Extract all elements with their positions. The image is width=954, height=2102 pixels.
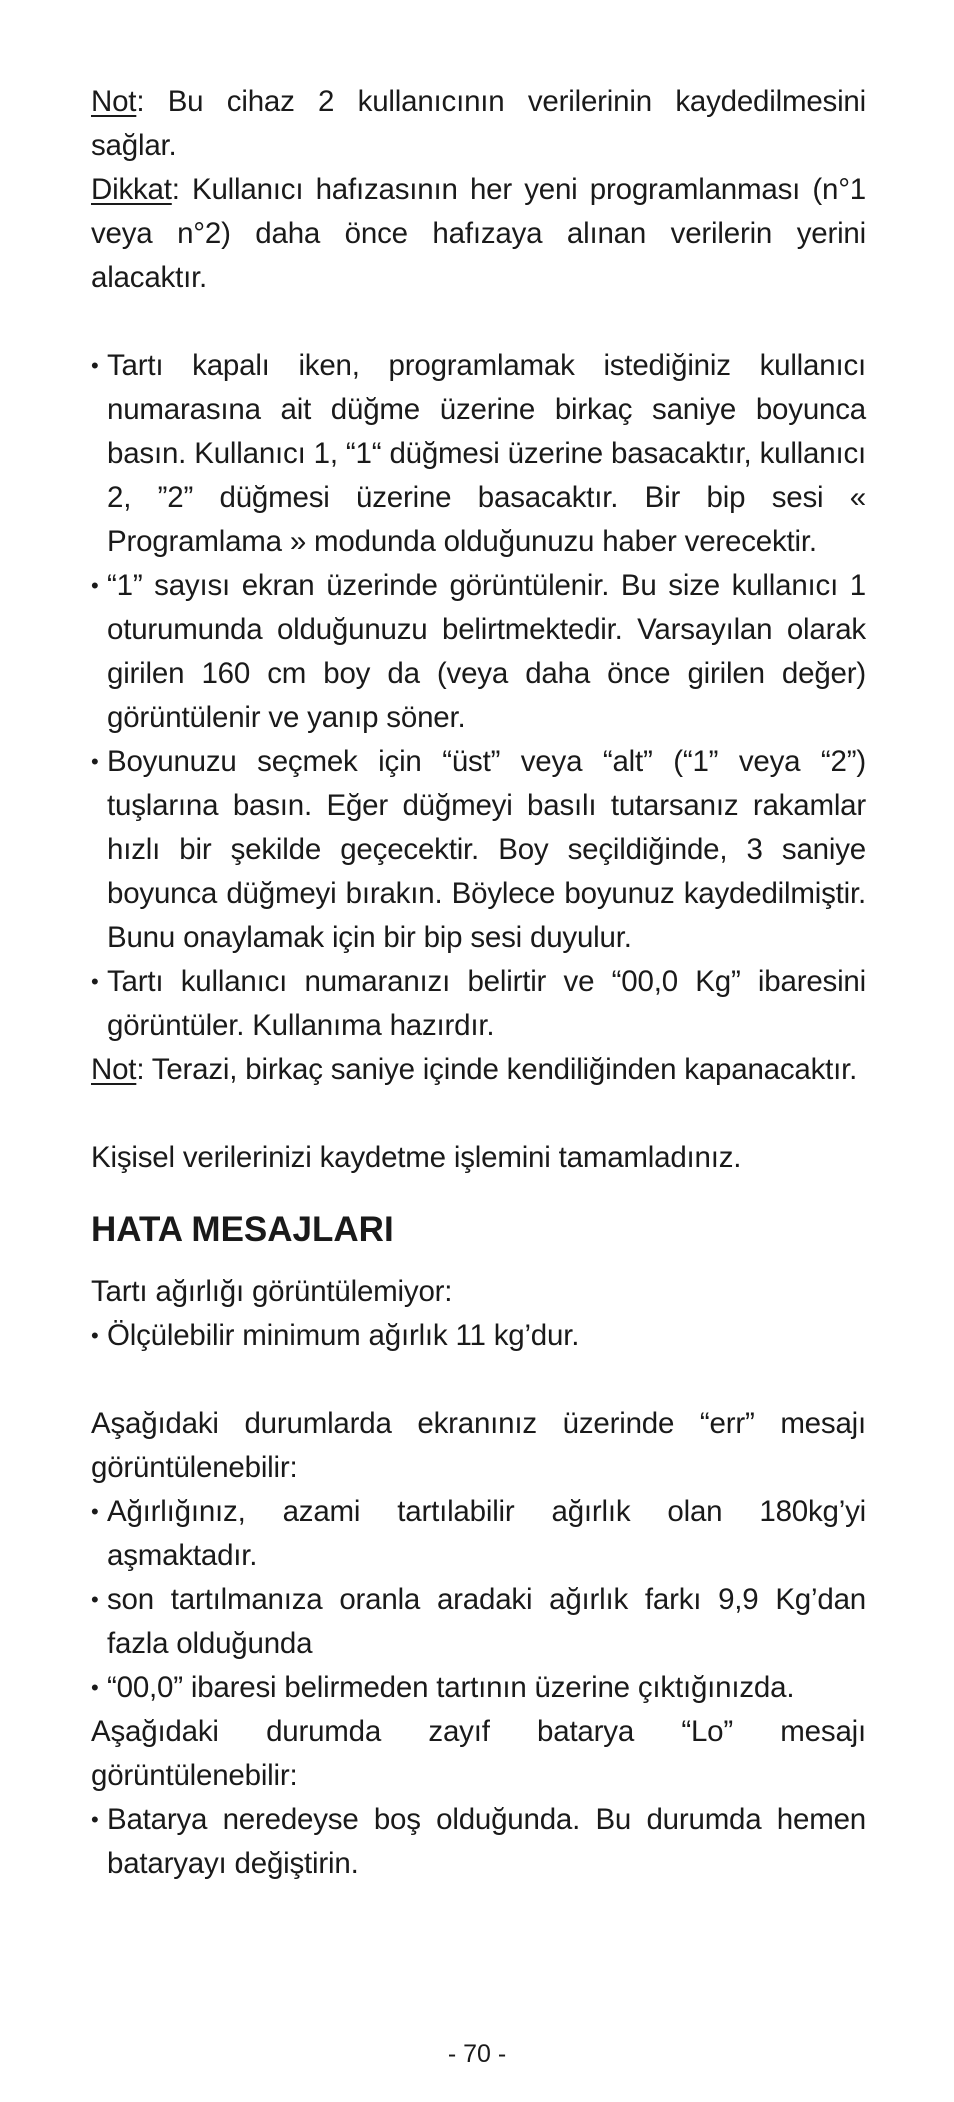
caution-text: : Kullanıcı hafızasının her yeni programlanması (n°1 veya n°2) daha önce hafızaya alınan verilerin yerini alacaktır. [91, 173, 866, 294]
no-weight-list [91, 1314, 866, 1358]
bullet-icon: • [91, 1675, 99, 1700]
spacer [91, 1092, 866, 1136]
bullet-icon: • [91, 1807, 99, 1832]
note-label: Not [91, 85, 137, 118]
note2-text: : Terazi, birkaç saniye içinde kendiliğinden kapanacaktır. [136, 1053, 858, 1086]
list-item [91, 1314, 866, 1358]
list-item-text: “1” sayısı ekran üzerinde görüntülenir. Bu size kullanıcı 1 oturumunda olduğunuzu belirtmektedir. Varsayılan olarak girilen 160 cm boy da (veya daha önce girilen değer) görüntülenir ve yanıp söner. [107, 569, 866, 734]
list-item [91, 1578, 866, 1666]
completion-text: Kişisel verilerinizi kaydetme işlemini tamamladınız. [91, 1141, 742, 1174]
list-item [91, 740, 866, 960]
list-item-text: Boyunuzu seçmek için “üst” veya “alt” (“1” veya “2”) tuşlarına basın. Eğer düğmeyi basılı tutarsanız rakamlar hızlı bir şekilde geçecektir. Boy seçildiğinde, 3 saniye boyunca düğmeyi bırakın. Böylece boyunuz kaydedilmiştir. Bunu onaylamak için bir bip sesi duyulur. [107, 745, 866, 954]
err-list [91, 1490, 866, 1710]
note-text: : Bu cihaz 2 kullanıcının verilerinin kaydedilmesini sağlar. [91, 85, 866, 162]
bullet-icon: • [91, 573, 99, 598]
list-item [91, 564, 866, 740]
section-heading: HATA MESAJLARI [91, 1210, 394, 1249]
list-item [91, 1798, 866, 1886]
list-item-text: “00,0” ibaresi belirmeden tartının üzerine çıktığınızda. [107, 1671, 795, 1704]
list-item-text: Ağırlığınız, azami tartılabilir ağırlık olan 180kg’yi aşmaktadır. [107, 1495, 866, 1572]
bullet-icon: • [91, 749, 99, 774]
bullet-icon: • [91, 1587, 99, 1612]
caution-label: Dikkat [91, 173, 172, 206]
no-weight-intro: Tartı ağırlığı görüntülemiyor: [91, 1275, 453, 1308]
page-content [91, 80, 866, 1886]
bullet-icon: • [91, 353, 99, 378]
spacer [91, 1358, 866, 1402]
list-item [91, 1490, 866, 1578]
list-item [91, 1666, 866, 1710]
bullet-icon: • [91, 1499, 99, 1524]
page-number: - 70 - [447, 2040, 507, 2068]
list-item-text: Ölçülebilir minimum ağırlık 11 kg’dur. [107, 1319, 580, 1352]
bullet-icon: • [91, 969, 99, 994]
lo-intro: Aşağıdaki durumda zayıf batarya “Lo” mesajı görüntülenebilir: [91, 1715, 866, 1792]
list-item-text: Tartı kullanıcı numaranızı belirtir ve “00,0 Kg” ibaresini görüntüler. Kullanıma hazırdır. [107, 965, 866, 1042]
lo-list [91, 1798, 866, 1886]
note-paragraph [91, 80, 866, 168]
list-item-text: Tartı kapalı iken, programlamak istediğiniz kullanıcı numarasına ait düğme üzerine birkaç saniye boyunca basın. Kullanıcı 1, “1“ düğmesi üzerine basacaktır, kullanıcı 2, ”2” düğmesi üzerine basacaktır. Bir bip sesi « Programlama » modunda olduğunuzu haber verecektir. [107, 349, 866, 558]
programming-steps-list [91, 344, 866, 1048]
list-item-text: son tartılmanıza oranla aradaki ağırlık farkı 9,9 Kg’dan fazla olduğunda [107, 1583, 866, 1660]
bullet-icon: • [91, 1323, 99, 1348]
note2-label: Not [91, 1053, 137, 1086]
caution-paragraph [91, 168, 866, 300]
list-item [91, 344, 866, 564]
err-intro: Aşağıdaki durumlarda ekranınız üzerinde “err” mesajı görüntülenebilir: [91, 1407, 866, 1484]
list-item-text: Batarya neredeyse boş olduğunda. Bu durumda hemen bataryayı değiştirin. [107, 1803, 866, 1880]
spacer [91, 300, 866, 344]
list-item [91, 960, 866, 1048]
note2-paragraph [91, 1048, 866, 1092]
